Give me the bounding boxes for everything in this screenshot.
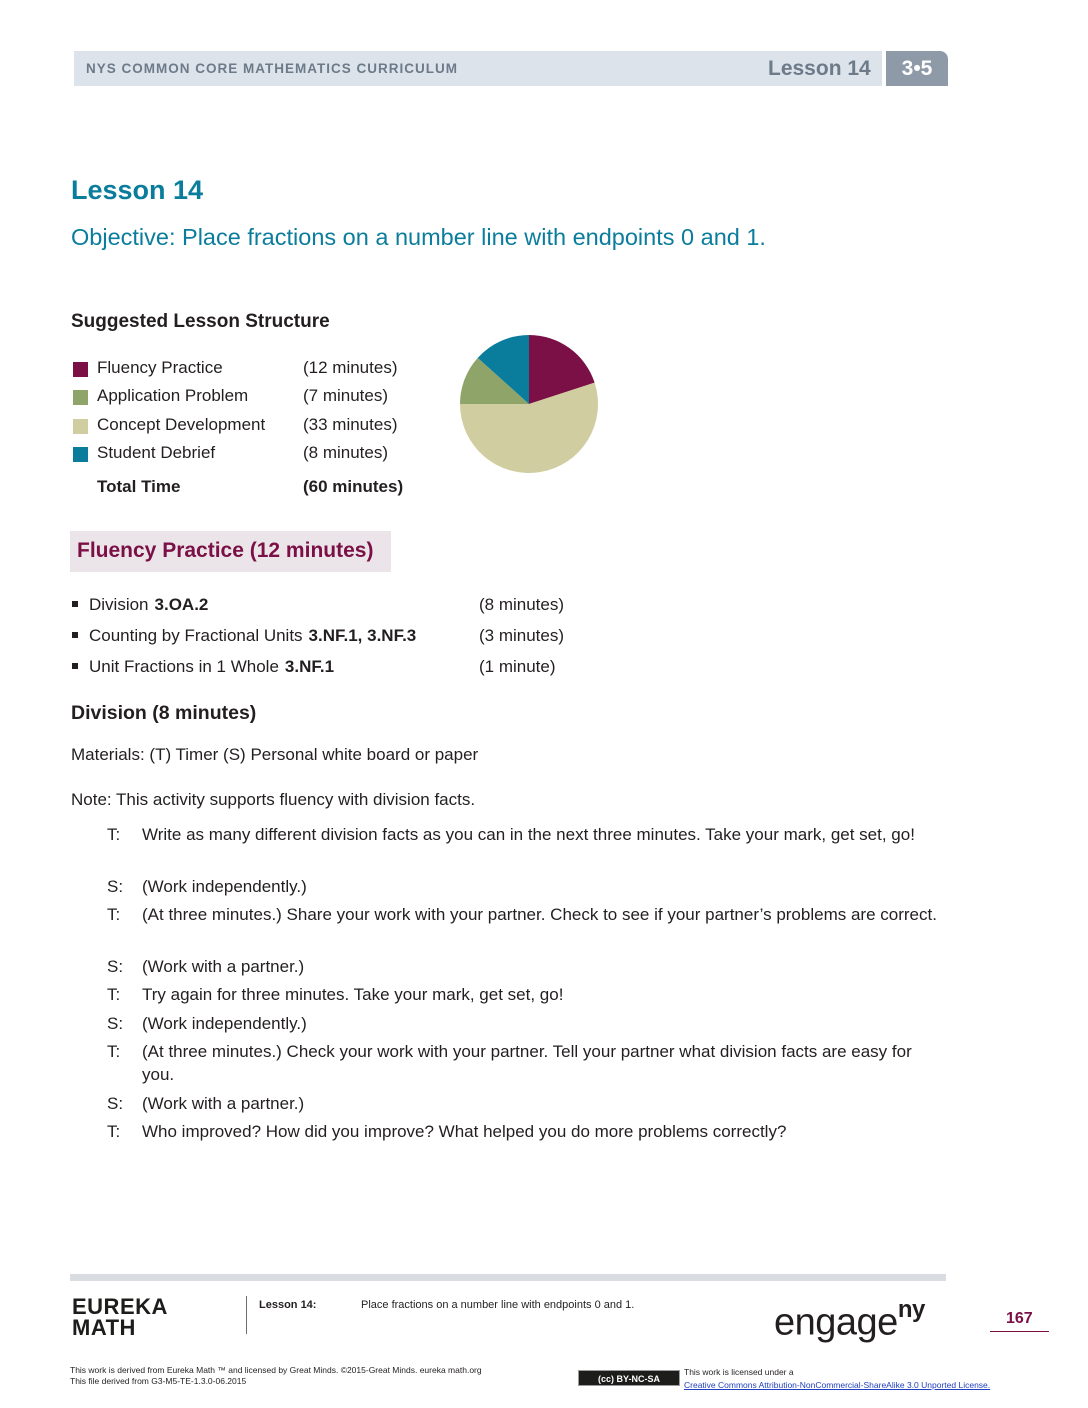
- speaker: T:: [107, 905, 121, 924]
- fluency-item-text: Unit Fractions in 1 Whole: [89, 657, 279, 676]
- structure-title: Suggested Lesson Structure: [71, 311, 330, 332]
- bullet-icon: [72, 632, 78, 638]
- fluency-item-minutes: (1 minute): [479, 657, 556, 676]
- legend-swatch: [73, 390, 88, 405]
- fluency-item-text: Division: [89, 595, 149, 614]
- bullet-icon: [72, 601, 78, 607]
- engage-text: engage: [774, 1301, 898, 1344]
- logo-line: EUREKA: [72, 1294, 168, 1319]
- fluency-item-standard: 3.OA.2: [154, 595, 209, 614]
- legend-swatch: [73, 447, 88, 462]
- header-lesson: Lesson 14: [768, 57, 871, 80]
- fluency-item-standard: 3.NF.1, 3.NF.3: [308, 626, 417, 645]
- speaker: T:: [107, 825, 121, 844]
- speaker: S:: [107, 1094, 124, 1113]
- structure-item-minutes: (8 minutes): [303, 443, 389, 462]
- fluency-item: [72, 657, 334, 677]
- dialogue-text: Try again for three minutes. Take your mark, get set, go!: [142, 985, 564, 1004]
- division-heading: Division (8 minutes): [71, 702, 257, 724]
- footer-lesson-objective: Place fractions on a number line with endpoints 0 and 1.: [361, 1299, 635, 1311]
- dialogue-text: (Work independently.): [142, 1014, 307, 1033]
- bullet-icon: [72, 663, 78, 669]
- speaker: T:: [107, 1122, 121, 1141]
- dialogue-text: Write as many different division facts as you can in the next three minutes. Take your mark, get set, go!: [142, 825, 915, 844]
- legend-swatch: [73, 419, 88, 434]
- credit-line: This work is derived from Eureka Math ™ and licensed by Great Minds. ©2015-Great Minds. eureka math.org: [70, 1365, 482, 1375]
- fluency-item: [72, 595, 208, 615]
- footer-lesson-label: Lesson 14:: [259, 1299, 317, 1311]
- dialogue-text: Who improved? How did you improve? What helped you do more problems correctly?: [142, 1122, 787, 1141]
- dialogue-text: (Work with a partner.): [142, 957, 305, 976]
- ny-text: ny: [897, 1296, 925, 1323]
- eureka-math-logo: [72, 1296, 168, 1338]
- materials-text: Materials: (T) Timer (S) Personal white board or paper: [71, 745, 479, 764]
- structure-item-label: Concept Development: [97, 415, 266, 434]
- fluency-item: [72, 626, 416, 646]
- page-number: 167: [1006, 1310, 1033, 1327]
- license-link[interactable]: Creative Commons Attribution-NonCommercial-ShareAlike 3.0 Unported License.: [684, 1380, 991, 1390]
- lesson-objective: Objective: Place fractions on a number line with endpoints 0 and 1.: [71, 224, 766, 250]
- dialogue-text: (At three minutes.) Check your work with your partner. Tell your partner what division facts are easy for you.: [142, 1042, 912, 1084]
- footer-rule: [70, 1274, 946, 1281]
- dialogue-text: (Work independently.): [142, 877, 307, 896]
- speaker: T:: [107, 1042, 121, 1061]
- page-number-rule: [990, 1331, 1049, 1332]
- note-text: Note: This activity supports fluency with division facts.: [71, 790, 476, 809]
- structure-item-minutes: (7 minutes): [303, 386, 389, 405]
- fluency-item-text: Counting by Fractional Units: [89, 626, 303, 645]
- dialogue-text: (At three minutes.) Share your work with your partner. Check to see if your partner’s problems are correct.: [142, 905, 937, 924]
- speaker: T:: [107, 985, 121, 1004]
- footer-divider: [246, 1296, 247, 1334]
- engageny-logo: [774, 1296, 925, 1345]
- fluency-item-minutes: (3 minutes): [479, 626, 565, 645]
- structure-item-minutes: (33 minutes): [303, 415, 398, 434]
- structure-item-label: Student Debrief: [97, 443, 216, 462]
- fluency-item-standard: 3.NF.1: [284, 657, 335, 676]
- curriculum-name: NYS COMMON CORE MATHEMATICS CURRICULUM: [86, 61, 458, 76]
- legend-swatch: [73, 362, 88, 377]
- structure-item-minutes: (12 minutes): [303, 358, 398, 377]
- fluency-heading: Fluency Practice (12 minutes): [77, 539, 374, 562]
- speaker: S:: [107, 877, 124, 896]
- speaker: S:: [107, 957, 124, 976]
- credit-line: This file derived from G3-M5-TE-1.3.0-06.2015: [70, 1376, 247, 1386]
- total-minutes: (60 minutes): [303, 477, 404, 496]
- fluency-item-minutes: (8 minutes): [479, 595, 565, 614]
- license-text: This work is licensed under a: [684, 1367, 794, 1377]
- lesson-structure-pie-chart: [458, 333, 600, 475]
- cc-license-badge: (cc) BY-NC-SA: [578, 1370, 680, 1386]
- logo-line: MATH: [72, 1315, 136, 1340]
- lesson-title: Lesson 14: [71, 175, 204, 205]
- dialogue-text: (Work with a partner.): [142, 1094, 305, 1113]
- structure-item-label: Fluency Practice: [97, 358, 223, 377]
- structure-item-label: Application Problem: [97, 386, 249, 405]
- speaker: S:: [107, 1014, 124, 1033]
- grade-module-badge: 3•5: [886, 51, 948, 86]
- total-label: Total Time: [97, 477, 181, 496]
